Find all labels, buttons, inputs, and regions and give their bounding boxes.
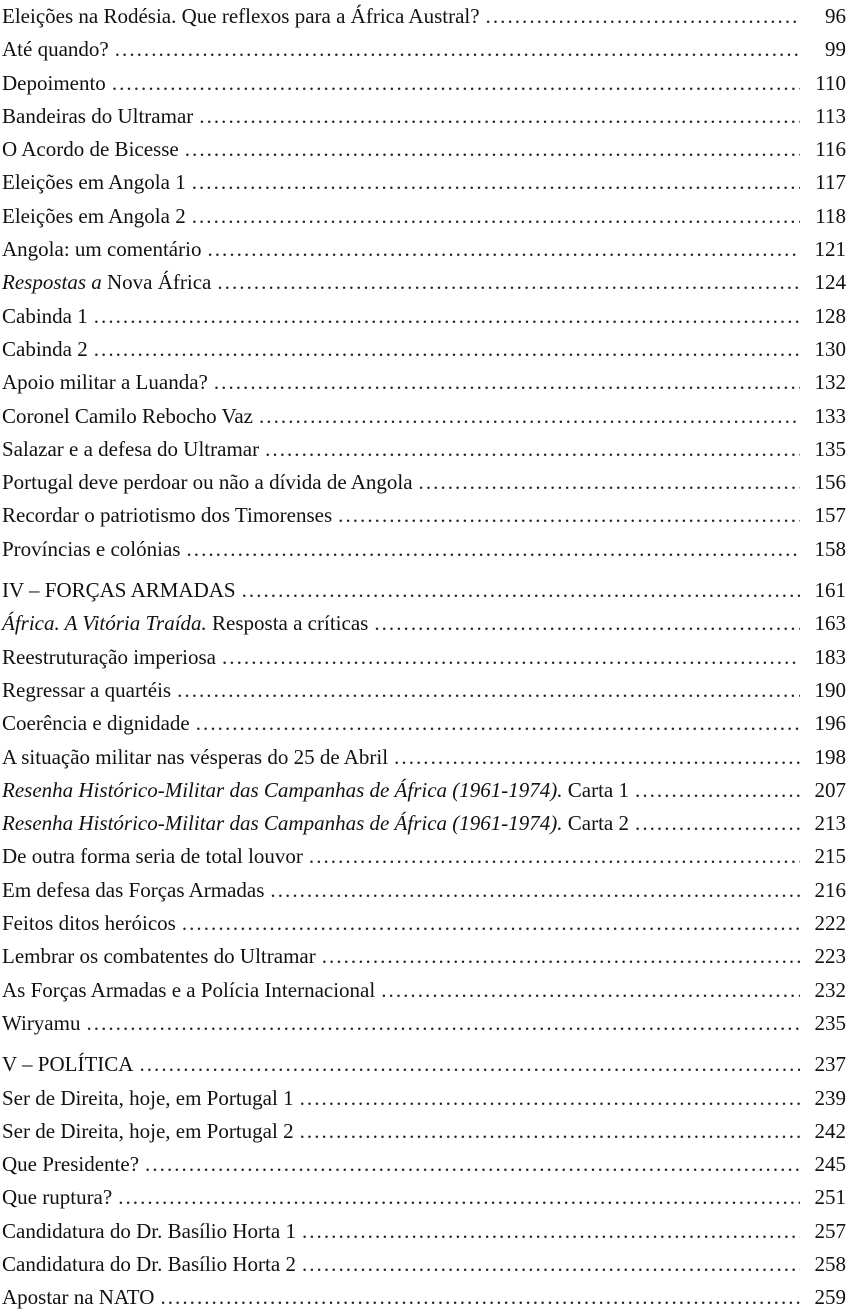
toc-entry bbox=[2, 266, 846, 299]
toc-section bbox=[2, 574, 850, 1040]
toc-entry-title: Bandeiras do Ultramar bbox=[2, 103, 194, 128]
toc-entry-title-italic: África. A Vitória Traída. bbox=[2, 611, 207, 636]
toc-entry-page: 157 bbox=[814, 503, 846, 528]
toc-entry-title: Salazar e a defesa do Ultramar bbox=[2, 436, 260, 461]
toc-entry bbox=[2, 1281, 846, 1314]
toc-entry-page: 237 bbox=[814, 1052, 846, 1077]
toc-entry-page: 132 bbox=[814, 370, 846, 395]
toc-entry-title bbox=[2, 607, 374, 640]
dot-leader bbox=[265, 433, 800, 466]
toc-entry bbox=[2, 1115, 846, 1148]
dot-leader bbox=[160, 1281, 800, 1314]
toc-entry-page: 121 bbox=[814, 237, 846, 262]
toc-entry-title: Que Presidente? bbox=[2, 1152, 140, 1177]
toc-entry bbox=[2, 433, 846, 466]
toc-entry-page: 190 bbox=[814, 677, 846, 702]
toc-entry-page: 196 bbox=[814, 711, 846, 736]
toc-entry-title: Depoimento bbox=[2, 70, 106, 95]
toc-entry-title-text: Carta 2 bbox=[562, 811, 630, 836]
dot-leader bbox=[139, 1048, 800, 1081]
toc-entry-title: Eleições na Rodésia. Que reflexos para a África Austral? bbox=[2, 4, 480, 28]
toc-entry-page: 113 bbox=[815, 103, 846, 128]
dot-leader bbox=[182, 907, 800, 940]
toc-entry-title: Feitos ditos heróicos bbox=[2, 911, 176, 936]
toc-entry-title: Até quando? bbox=[2, 37, 109, 62]
dot-leader bbox=[302, 1215, 800, 1248]
toc-entry-title: Cabinda 2 bbox=[2, 336, 88, 361]
toc-entry bbox=[2, 400, 846, 433]
toc-entry-title-italic: Resenha Histórico-Militar das Campanhas de África (1961-1974). bbox=[2, 777, 563, 802]
toc-entry-title: Coerência e dignidade bbox=[2, 711, 190, 736]
toc-entry bbox=[2, 533, 846, 566]
dot-leader bbox=[112, 67, 800, 100]
toc-entry-title: Ser de Direita, hoje, em Portugal 2 bbox=[2, 1118, 294, 1143]
toc-entry-page: 259 bbox=[814, 1285, 846, 1310]
toc-entry-title: Lembrar os combatentes do Ultramar bbox=[2, 944, 316, 969]
toc-entry-page: 207 bbox=[814, 777, 846, 802]
toc-entry-title: Que ruptura? bbox=[2, 1185, 113, 1210]
toc-entry-title: Ser de Direita, hoje, em Portugal 1 bbox=[2, 1085, 294, 1110]
toc-entry bbox=[2, 874, 846, 907]
toc-entry bbox=[2, 607, 846, 640]
dot-leader bbox=[186, 533, 800, 566]
toc-entry-page: 216 bbox=[814, 877, 846, 902]
toc-entry bbox=[2, 1082, 846, 1115]
dot-leader bbox=[635, 774, 800, 807]
toc-entry-page: 161 bbox=[814, 578, 846, 603]
toc-entry-title: As Forças Armadas e a Polícia Internacional bbox=[2, 977, 376, 1002]
toc-entry-page: 135 bbox=[814, 436, 846, 461]
toc-entry-page: 124 bbox=[814, 270, 846, 295]
toc-entry-title: Apostar na NATO bbox=[2, 1285, 155, 1310]
toc-entry-title: O Acordo de Bicesse bbox=[2, 137, 179, 162]
toc-entry-title: Angola: um comentário bbox=[2, 237, 202, 262]
toc-entry-title bbox=[2, 774, 635, 807]
dot-leader bbox=[214, 366, 800, 399]
dot-leader bbox=[242, 574, 800, 607]
toc-entry bbox=[2, 1007, 846, 1040]
toc-entry bbox=[2, 166, 846, 199]
toc-entry-title: Eleições em Angola 2 bbox=[2, 203, 186, 228]
toc-entry bbox=[2, 499, 846, 532]
toc-entry-page: 251 bbox=[814, 1185, 846, 1210]
toc-entry-page: 232 bbox=[814, 977, 846, 1002]
dot-leader bbox=[177, 674, 800, 707]
dot-leader bbox=[300, 1082, 800, 1115]
toc-entry bbox=[2, 1048, 846, 1081]
toc-entry-title: Candidatura do Dr. Basílio Horta 2 bbox=[2, 1251, 296, 1276]
toc-entry-title: Portugal deve perdoar ou não a dívida de Angola bbox=[2, 470, 413, 495]
toc-entry bbox=[2, 33, 846, 66]
toc-entry-page: 156 bbox=[814, 470, 846, 495]
toc-entry-page: 158 bbox=[814, 536, 846, 561]
toc-entry-title: Wiryamu bbox=[2, 1010, 81, 1035]
toc-entry-title-text: Resposta a críticas bbox=[206, 611, 369, 636]
dot-leader bbox=[185, 133, 800, 166]
toc-entry bbox=[2, 1181, 846, 1214]
toc-entry bbox=[2, 641, 846, 674]
toc-entry-title: Candidatura do Dr. Basílio Horta 1 bbox=[2, 1218, 296, 1243]
toc-entry-page: 245 bbox=[814, 1152, 846, 1177]
toc-entry bbox=[2, 466, 846, 499]
dot-leader bbox=[192, 200, 800, 233]
dot-leader bbox=[309, 840, 800, 873]
toc-section bbox=[2, 0, 850, 566]
dot-leader bbox=[300, 1115, 800, 1148]
dot-leader bbox=[118, 1181, 800, 1214]
dot-leader bbox=[259, 400, 800, 433]
toc-entry-page: 99 bbox=[825, 37, 846, 62]
toc-entry bbox=[2, 333, 846, 366]
dot-leader bbox=[145, 1148, 800, 1181]
toc-entry bbox=[2, 67, 846, 100]
dot-leader bbox=[338, 499, 800, 532]
toc-entry bbox=[2, 774, 846, 807]
toc-entry bbox=[2, 233, 846, 266]
toc-entry-title: Eleições em Angola 1 bbox=[2, 170, 186, 195]
toc-entry-title: De outra forma seria de total louvor bbox=[2, 844, 303, 869]
dot-leader bbox=[322, 940, 800, 973]
toc-entry bbox=[2, 907, 846, 940]
toc-entry bbox=[2, 974, 846, 1007]
toc-entry-page: 198 bbox=[814, 744, 846, 769]
toc-entry-title-text: Nova África bbox=[107, 270, 212, 295]
toc-entry-page: 96 bbox=[825, 4, 846, 28]
toc-entry-title-italic: Resenha Histórico-Militar das Campanhas de África (1961-1974). bbox=[2, 811, 563, 836]
toc-entry-page: 239 bbox=[814, 1085, 846, 1110]
dot-leader bbox=[217, 266, 800, 299]
toc-entry-title: V – POLÍTICA bbox=[2, 1052, 134, 1077]
toc-entry-page: 118 bbox=[815, 203, 846, 228]
toc-entry-page: 223 bbox=[814, 944, 846, 969]
toc-entry bbox=[2, 741, 846, 774]
toc-entry-page: 110 bbox=[815, 70, 846, 95]
toc-entry-page: 163 bbox=[814, 611, 846, 636]
toc-entry-page: 116 bbox=[815, 137, 846, 162]
toc-entry bbox=[2, 100, 846, 133]
dot-leader bbox=[381, 974, 800, 1007]
toc-entry bbox=[2, 574, 846, 607]
dot-leader bbox=[635, 807, 800, 840]
toc-entry bbox=[2, 0, 846, 33]
dot-leader bbox=[302, 1248, 800, 1281]
toc-entry-title-italic: Respostas a bbox=[2, 270, 107, 295]
toc-entry-page: 130 bbox=[814, 336, 846, 361]
toc-entry bbox=[2, 133, 846, 166]
toc-entry-page: 235 bbox=[814, 1010, 846, 1035]
toc-entry-title: Províncias e colónias bbox=[2, 536, 181, 561]
toc-entry-page: 183 bbox=[814, 644, 846, 669]
toc-entry-page: 128 bbox=[814, 303, 846, 328]
toc-entry-title bbox=[2, 807, 635, 840]
toc-entry-page: 215 bbox=[814, 844, 846, 869]
toc-entry bbox=[2, 366, 846, 399]
toc-entry bbox=[2, 200, 846, 233]
toc-entry bbox=[2, 707, 846, 740]
toc-entry bbox=[2, 1148, 846, 1181]
dot-leader bbox=[486, 0, 800, 33]
toc-entry-title: Em defesa das Forças Armadas bbox=[2, 877, 265, 902]
toc-entry-title: Apoio militar a Luanda? bbox=[2, 370, 208, 395]
toc-entry-title-text: Carta 1 bbox=[562, 777, 630, 802]
toc-entry-title: Cabinda 1 bbox=[2, 303, 88, 328]
toc-entry-page: 257 bbox=[814, 1218, 846, 1243]
toc-entry-page: 213 bbox=[814, 811, 846, 836]
dot-leader bbox=[196, 707, 800, 740]
toc-entry-title: Reestruturação imperiosa bbox=[2, 644, 216, 669]
toc-entry bbox=[2, 940, 846, 973]
dot-leader bbox=[86, 1007, 800, 1040]
toc-entry bbox=[2, 300, 846, 333]
toc-entry-page: 117 bbox=[815, 170, 846, 195]
dot-leader bbox=[270, 874, 800, 907]
toc-entry bbox=[2, 840, 846, 873]
toc-entry bbox=[2, 674, 846, 707]
toc-entry bbox=[2, 1215, 846, 1248]
toc-entry bbox=[2, 807, 846, 840]
toc-entry-title: A situação militar nas vésperas do 25 de Abril bbox=[2, 744, 389, 769]
toc-entry-page: 222 bbox=[814, 911, 846, 936]
dot-leader bbox=[207, 233, 800, 266]
dot-leader bbox=[419, 466, 800, 499]
toc-entry-title: Regressar a quartéis bbox=[2, 677, 172, 702]
toc-entry-page: 133 bbox=[814, 403, 846, 428]
dot-leader bbox=[94, 300, 800, 333]
toc-section bbox=[2, 1048, 850, 1314]
dot-leader bbox=[192, 166, 800, 199]
dot-leader bbox=[222, 641, 800, 674]
dot-leader bbox=[374, 607, 800, 640]
toc-entry-title: Coronel Camilo Rebocho Vaz bbox=[2, 403, 253, 428]
toc-entry-title: IV – FORÇAS ARMADAS bbox=[2, 578, 236, 603]
toc-entry-page: 258 bbox=[814, 1251, 846, 1276]
toc-entry-title: Recordar o patriotismo dos Timorenses bbox=[2, 503, 333, 528]
toc-entry-title bbox=[2, 266, 217, 299]
dot-leader bbox=[394, 741, 800, 774]
toc-entry bbox=[2, 1248, 846, 1281]
dot-leader bbox=[115, 33, 800, 66]
dot-leader bbox=[94, 333, 800, 366]
dot-leader bbox=[199, 100, 800, 133]
toc-entry-page: 242 bbox=[814, 1118, 846, 1143]
